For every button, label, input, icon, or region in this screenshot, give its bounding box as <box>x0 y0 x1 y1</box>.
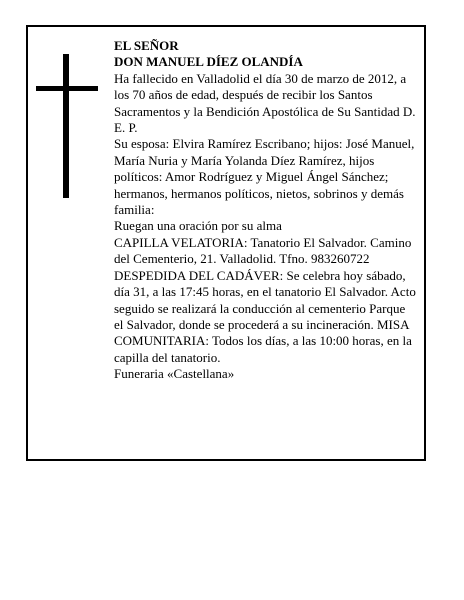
wake-chapel-info: CAPILLA VELATORIA: Tanatorio El Salvador. Camino del Cementerio, 21. Valladolid. Tfno. 983260722 <box>114 234 412 267</box>
farewell-info: DESPEDIDA DEL CADÁVER: Se celebra hoy sábado, día 31, a las 17:45 horas, en el tanatorio El Salvador. Acto seguido se realizará la conducción al cementerio Parque el Salvador, donde se procederá a su incineración. MISA COMUNITARIA: Todos los días, a las 10:00 horas, en la capilla del tanatorio. <box>114 267 416 365</box>
notice-title-line-1: EL SEÑOR <box>114 38 179 53</box>
cross-horizontal-bar <box>36 86 98 91</box>
cross-vertical-bar <box>63 54 69 198</box>
funeral-home: Funeraria «Castellana» <box>114 366 235 382</box>
prayer-request: Ruegan una oración por su alma <box>114 218 282 234</box>
death-announcement: Ha fallecido en Valladolid el día 30 de marzo de 2012, a los 70 años de edad, después de recibir los Santos Sacramentos y la Bendición Apostólica de Su Santidad D. E. P. <box>114 70 416 136</box>
cross-icon <box>36 54 98 198</box>
obituary-text <box>114 38 416 383</box>
family-list: Su esposa: Elvira Ramírez Escribano; hijos: José Manuel, María Nuria y María Yolanda Díez Ramírez, hijos políticos: Amor Rodríguez y Miguel Ángel Sánchez; hermanos, hermanos políticos, nietos, sobrinos y demás familia: <box>114 136 415 218</box>
deceased-name: DON MANUEL DÍEZ OLANDÍA <box>114 54 303 70</box>
